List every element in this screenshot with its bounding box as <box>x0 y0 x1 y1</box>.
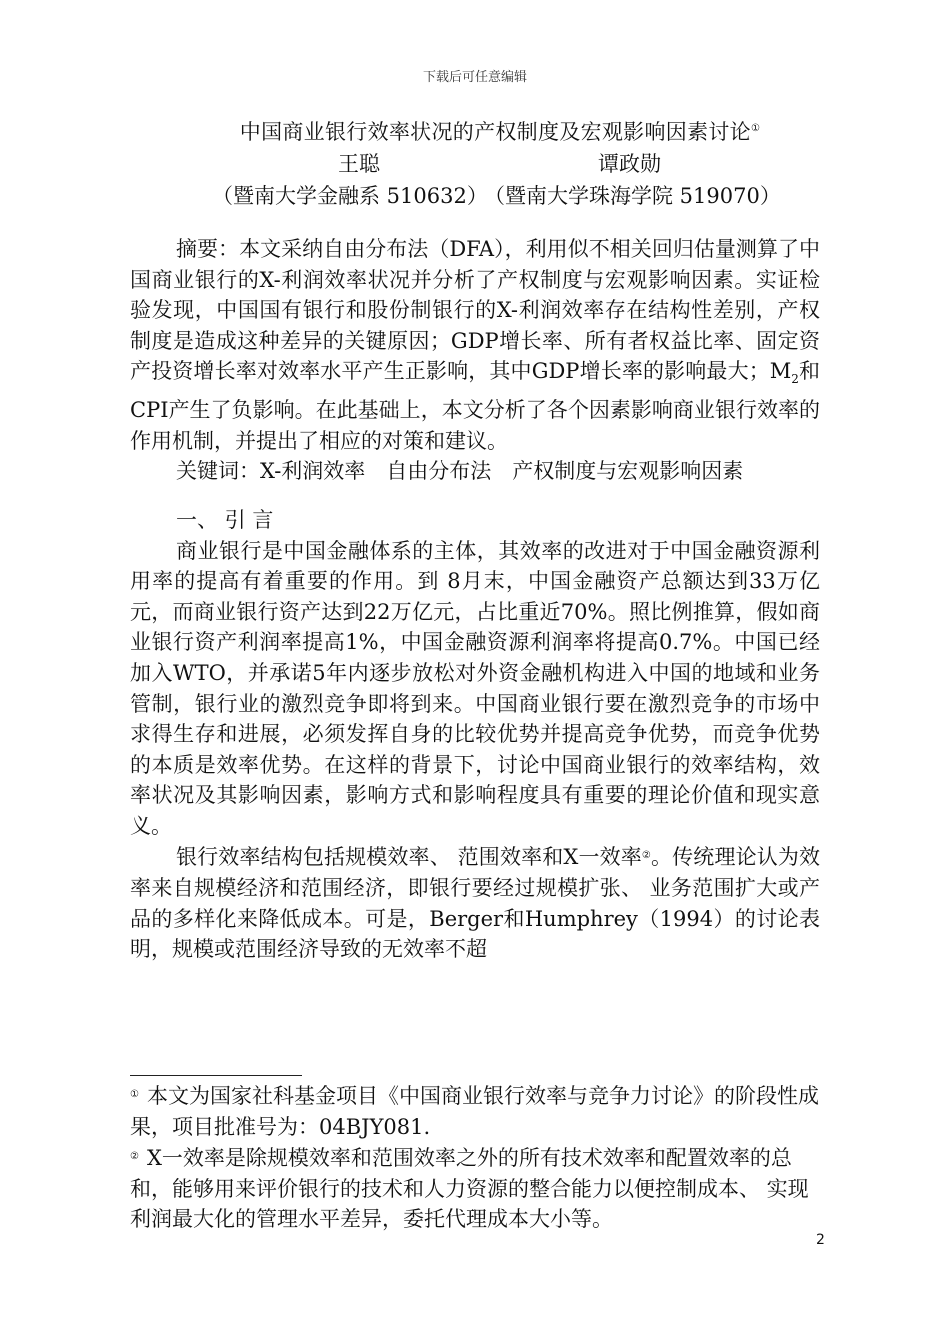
paragraph-2 <box>130 841 820 964</box>
affiliation-2: （暨南大学珠海学院 519070） <box>484 184 781 208</box>
main-body <box>130 234 820 965</box>
footnote-1-mark: ① <box>130 1089 139 1100</box>
paragraph-2-footnote-mark: ② <box>641 850 652 862</box>
keywords: 关键词：X-利润效率 自由分布法 产权制度与宏观影响因素 <box>176 459 744 484</box>
page-header: 下载后可任意编辑 <box>422 70 527 85</box>
footnote-2-text: X一效率是除规模效率和范围效率之外的所有技术效率和配置效率的总和，能够用来评价银行的技术和人力资源的整合能力以便控制成本、 实现利润最大化的管理水平差异，委托代理成本大小等。 <box>130 1146 809 1232</box>
abstract-subscript: 2 <box>791 372 799 387</box>
footnotes <box>130 1080 820 1235</box>
footnote-1-text: 本文为国家社科基金项目《中国商业银行效率与竞争力讨论》的阶段性成果，项目批准号为：04BJY081. <box>130 1084 819 1139</box>
title-footnote-mark: ① <box>750 123 761 134</box>
paper-title <box>0 116 950 146</box>
title-text: 中国商业银行效率状况的产权制度及宏观影响因素讨论 <box>239 120 751 144</box>
paragraph-1: 商业银行是中国金融体系的主体，其效率的改进对于中国金融资源利用率的提高有着重要的作用。到 8月末，中国金融资产总额达到33万亿元，而商业银行资产达到22万亿元，占比重近70%。照比例推算，假如商业银行资产利润率提高1%，中国金融资源利润率将提高0.7%。中国已经加入WTO，并承诺5年内逐步放松对外资金融机构进入中国的地域和业务管制，银行业的激烈竞争即将到来。中国商业银行要在激烈竞争的市场中求得生存和进展，必须发挥自身的比较优势并提高竞争优势，而竞争优势的本质是效率优势。在这样的背景下，讨论中国商业银行的效率结构，效率状况及其影响因素，影响方式和影响程度具有重要的理论价值和现实意义。 <box>130 538 820 838</box>
footnote-2 <box>130 1142 820 1235</box>
abstract-text: 摘要：本文采纳自由分布法（DFA），利用似不相关回归估量测算了中国商业银行的X-利润效率状况并分析了产权制度与宏观影响因素。实证检验发现，中国国有银行和股份制银行的X-利润效率存在结构性差别，产权制度是造成这种差异的关键原因；GDP增长率、所有者权益比率、固定资产投资增长率对效率水平产生正影响，其中GDP增长率的影响最大；M <box>130 237 820 384</box>
abstract <box>130 234 820 456</box>
paragraph-2-text: 银行效率结构包括规模效率、 范围效率和X一效率 <box>176 845 642 870</box>
footnote-divider <box>130 1075 302 1076</box>
abstract-text-end: 和CPI产生了负影响。在此基础上，本文分析了各个因素影响商业银行效率的作用机制，并提出了相应的对策和建议。 <box>130 359 821 453</box>
page-number: 2 <box>816 1232 825 1248</box>
footnote-1 <box>130 1080 820 1142</box>
paragraph-2-text-end: 。传统理论认为效率来自规模经济和范围经济，即银行要经过规模扩张、 业务范围扩大或产品的多样化来降低成本。可是，Berger和Humphrey（1994）的讨论表明，规模或范围经济导致的无效率不超 <box>130 845 821 962</box>
author-1: 王聪 <box>338 152 380 176</box>
section-heading: 一、 引 言 <box>176 507 274 532</box>
affiliation-1: （暨南大学金融系 510632） <box>212 184 488 208</box>
spacer <box>130 487 820 505</box>
author-2: 谭政勋 <box>598 152 661 176</box>
footnote-2-mark: ② <box>130 1151 139 1163</box>
